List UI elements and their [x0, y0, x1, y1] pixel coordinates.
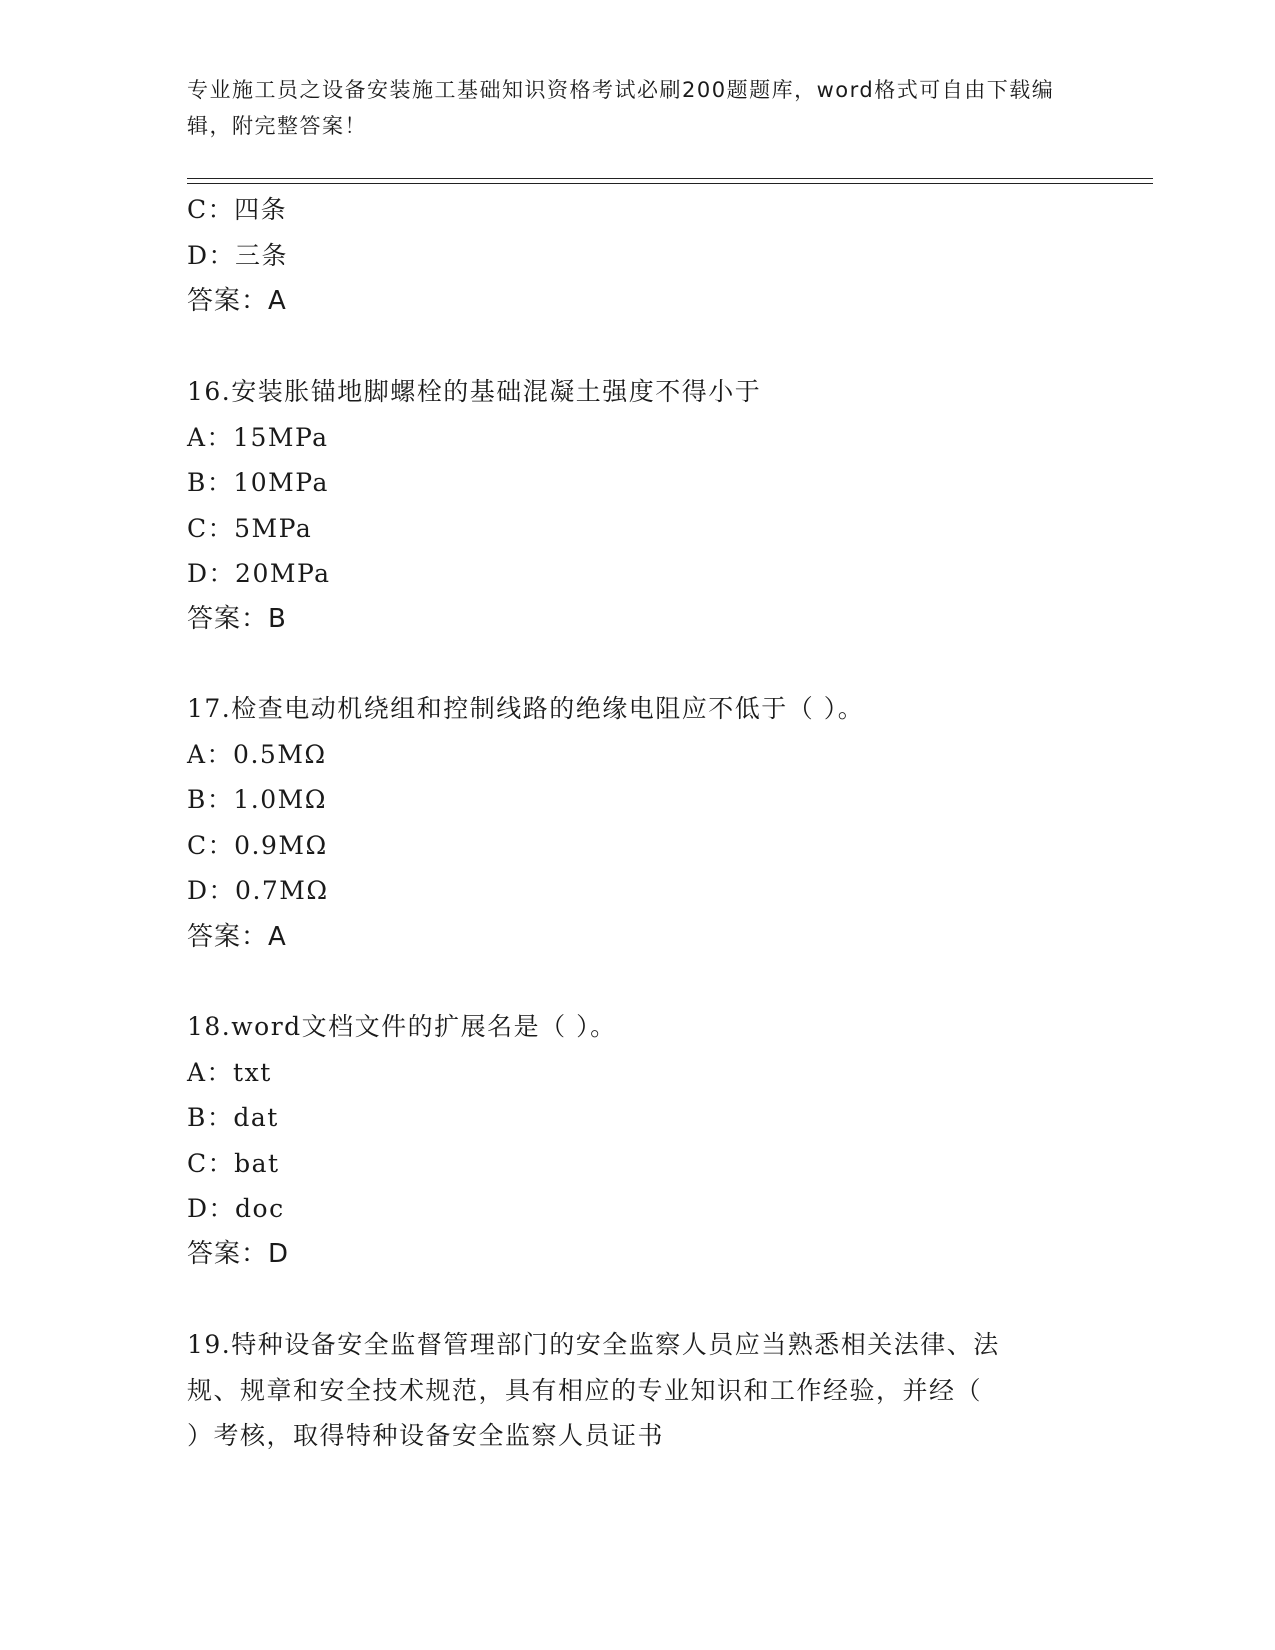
document-header: 专业施工员之设备安装施工基础知识资格考试必刷200题题库，word格式可自由下载编辑，附完整答案！ [187, 78, 1055, 138]
option-line: D：doc [187, 1194, 285, 1223]
header-rule-bottom [187, 183, 1153, 184]
option-line: A：15MPa [187, 423, 329, 452]
option-line: C：bat [187, 1149, 280, 1178]
question-18: 18.word文档文件的扩展名是（ ）。 [187, 1012, 617, 1041]
option-line: D：20MPa [187, 559, 331, 588]
option-line: B：dat [187, 1103, 279, 1132]
option-line: C：0.9MΩ [187, 831, 328, 860]
question-17: 17.检查电动机绕组和控制线路的绝缘电阻应不低于（ ）。 [187, 694, 865, 723]
option-line: C：四条 [187, 195, 288, 224]
question-19: 19.特种设备安全监督管理部门的安全监察人员应当熟悉相关法律、法 [187, 1330, 1000, 1359]
option-line: B：10MPa [187, 468, 329, 497]
option-line: C：5MPa [187, 514, 313, 543]
question-19-continued: ）考核，取得特种设备安全监察人员证书 [187, 1421, 665, 1450]
question-19-continued: 规、规章和安全技术规范，具有相应的专业知识和工作经验，并经（ [187, 1376, 983, 1405]
option-line: A：0.5MΩ [187, 740, 327, 769]
answer-line: 答案：B [187, 604, 287, 634]
question-16: 16.安装胀锚地脚螺栓的基础混凝土强度不得小于 [187, 377, 762, 406]
header-rule-top [187, 178, 1153, 179]
answer-line: 答案：A [187, 922, 287, 952]
option-line: D：三条 [187, 241, 289, 270]
option-line: D：0.7MΩ [187, 876, 329, 905]
answer-line: 答案：A [187, 286, 287, 316]
option-line: A：txt [187, 1058, 272, 1087]
answer-line: 答案：D [187, 1239, 290, 1269]
option-line: B：1.0MΩ [187, 785, 327, 814]
